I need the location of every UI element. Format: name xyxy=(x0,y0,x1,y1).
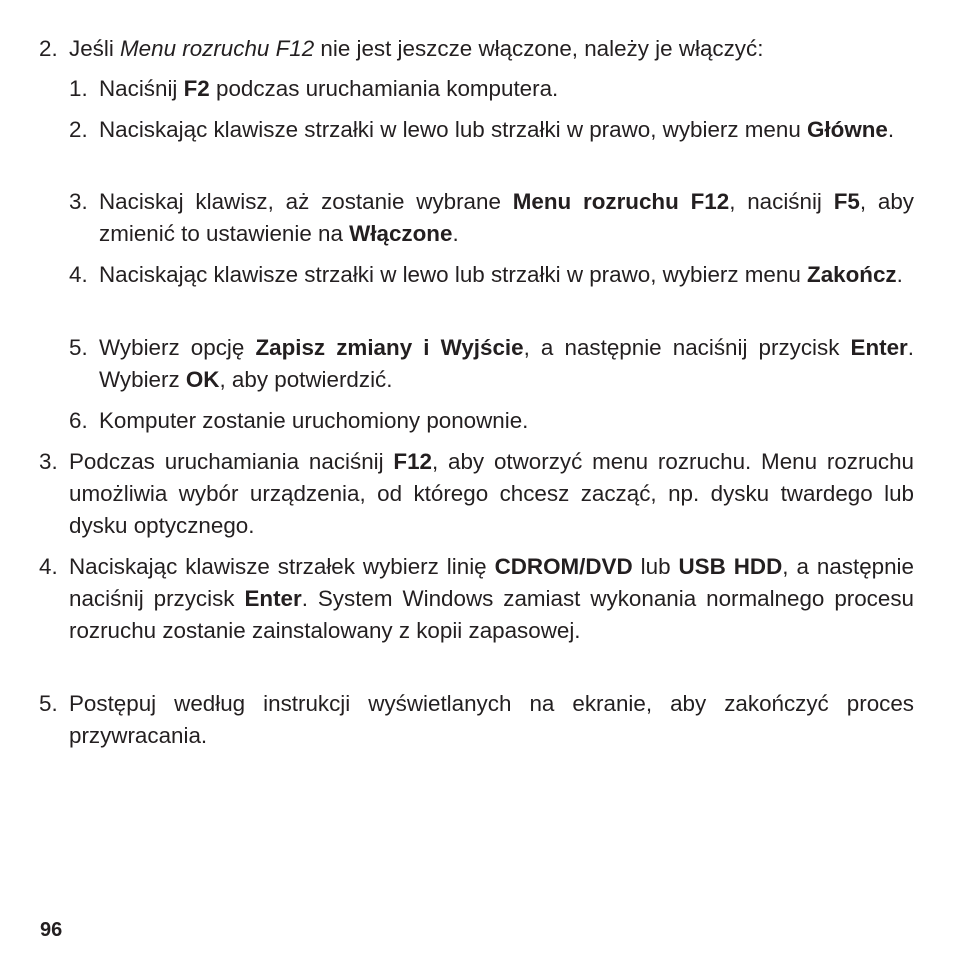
list-item-text xyxy=(69,688,914,752)
text-run: , naciśnij xyxy=(729,189,834,214)
text-run: lub xyxy=(632,554,679,579)
text-run: . xyxy=(452,221,459,246)
page-number: 96 xyxy=(40,919,63,941)
list-item-text xyxy=(99,186,914,250)
text-run: Naciskając klawisze strzałek wybierz linię xyxy=(69,554,495,579)
list-number: 6. xyxy=(69,408,88,433)
text-run: . Wybierz xyxy=(99,335,914,392)
text-run: nie jest jeszcze włączone, należy je włączyć: xyxy=(314,36,764,61)
list-item-text xyxy=(99,332,914,396)
text-run: Wybierz opcję xyxy=(99,335,256,360)
bold-term: F5 xyxy=(833,189,860,214)
list-number: 5. xyxy=(39,691,58,716)
sub-list-item-5 xyxy=(69,332,914,396)
bold-term: Zakończ xyxy=(807,262,897,287)
list-number: 1. xyxy=(69,76,88,101)
text-run: Jeśli xyxy=(69,36,121,61)
sub-list-item-1 xyxy=(69,73,914,105)
text-run: , a następnie naciśnij przycisk xyxy=(69,554,914,611)
text-run: , aby otworzyć menu rozruchu. Menu rozruchu umożliwia wybór urządzenia, od którego chcesz zacząć, np. dysku twardego lub dysku optycznego. xyxy=(69,449,914,538)
bold-term: F2 xyxy=(183,76,210,101)
list-number: 4. xyxy=(69,262,88,287)
text-run: Naciskając klawisze strzałki w lewo lub strzałki w prawo, wybierz menu xyxy=(99,117,808,142)
text-run: . xyxy=(896,262,903,287)
list-item-step-3 xyxy=(39,446,914,542)
text-run: Komputer zostanie uruchomiony ponownie. xyxy=(99,408,529,433)
list-item-text xyxy=(99,259,914,291)
list-number: 3. xyxy=(69,189,88,214)
text-run: , a następnie naciśnij przycisk xyxy=(523,335,851,360)
bold-term: CDROM/DVD xyxy=(494,554,633,579)
list-item-text xyxy=(99,405,914,437)
italic-term: Menu rozruchu F12 xyxy=(120,36,315,61)
bold-term: USB HDD xyxy=(678,554,783,579)
list-number: 3. xyxy=(39,449,58,474)
bold-term: Zapisz zmiany i Wyjście xyxy=(255,335,524,360)
bold-term: Włączone xyxy=(349,221,453,246)
bold-term: Enter xyxy=(244,586,302,611)
list-number: 2. xyxy=(39,36,58,61)
list-item-step-4 xyxy=(39,551,914,647)
list-item-text xyxy=(69,33,914,65)
list-item-text xyxy=(99,73,914,105)
bold-term: Główne xyxy=(807,117,888,142)
list-item-step-5 xyxy=(39,688,914,752)
list-item-text xyxy=(69,446,914,542)
list-item-text xyxy=(99,114,914,146)
list-item-step-2 xyxy=(39,33,914,65)
sub-list-item-4 xyxy=(69,259,914,291)
list-number: 4. xyxy=(39,554,58,579)
text-run: , aby potwierdzić. xyxy=(219,367,393,392)
text-run: Naciśnij xyxy=(99,76,184,101)
sub-list-item-6 xyxy=(69,405,914,437)
text-run: . System Windows zamiast wykonania normalnego procesu rozruchu zostanie zainstalowany z kopii zapasowej. xyxy=(69,586,914,643)
bold-term: OK xyxy=(185,367,220,392)
bold-term: Menu rozruchu F12 xyxy=(512,189,730,214)
text-run: Podczas uruchamiania naciśnij xyxy=(69,449,394,474)
list-number: 2. xyxy=(69,117,88,142)
sub-list-item-2 xyxy=(69,114,914,146)
bold-term: Enter xyxy=(850,335,908,360)
text-run: . xyxy=(887,117,895,142)
list-item-text xyxy=(69,551,914,647)
text-run: , aby zmienić to ustawienie na xyxy=(99,189,914,246)
text-run: Naciskając klawisze strzałki w lewo lub strzałki w prawo, wybierz menu xyxy=(99,262,808,287)
list-number: 5. xyxy=(69,335,88,360)
text-run: Naciskaj klawisz, aż zostanie wybrane xyxy=(99,189,513,214)
sub-list-item-3 xyxy=(69,186,914,250)
text-run: podczas uruchamiania komputera. xyxy=(209,76,559,101)
text-run: Postępuj według instrukcji wyświetlanych na ekranie, aby zakończyć proces przywracania. xyxy=(69,691,914,748)
bold-term: F12 xyxy=(393,449,432,474)
